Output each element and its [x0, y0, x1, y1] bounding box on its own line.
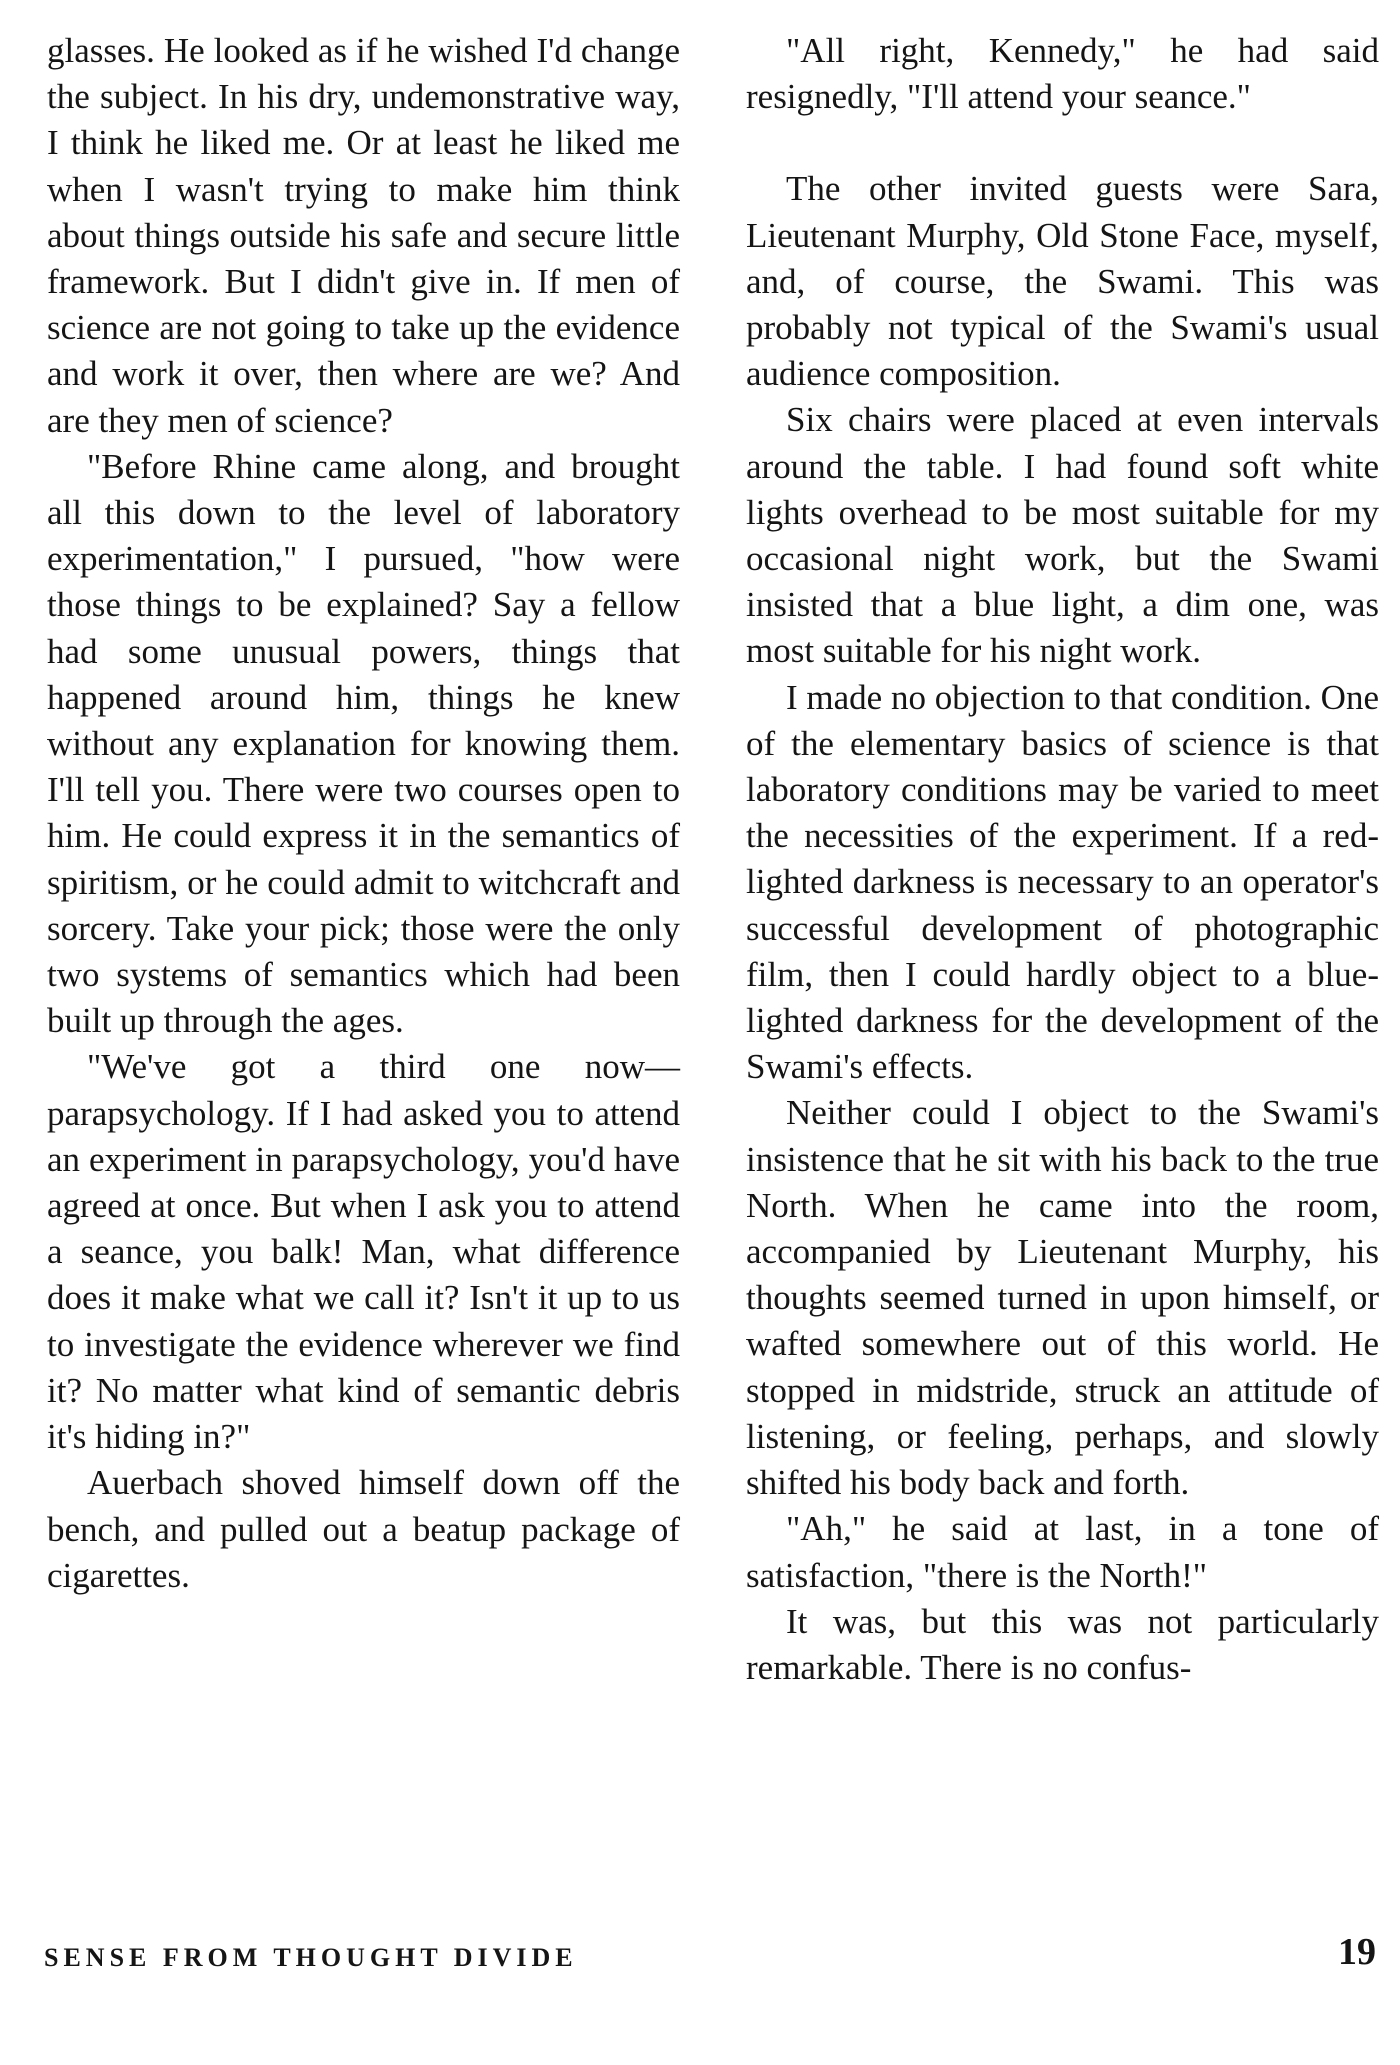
paragraph: "Before Rhine came along, and brought all this down to the level of laboratory experimentation," I pursued, "how were those things to be explained? Say a fellow had some unusual powers, things that happened around him, things he knew without any explanation for knowing them. I'll tell you. There were two courses open to him. He could express it in the semantics of spiritism, or he could admit to witchcraft and sorcery. Take your pick; those were the only two systems of semantics which had been built up through the ages.: [47, 446, 680, 1041]
paragraph-continued: glasses. He looked as if he wished I'd change the subject. In his dry, undemonstrative way, I think he liked me. Or at least he liked me when I wasn't trying to make him think about things outside his safe and secure little framework. But I didn't give in. If men of science are not going to take up the evidence and work it over, then where are we? And are they men of science?: [47, 31, 680, 440]
paragraph: "Ah," he said at last, in a tone of satisfaction, "there is the North!": [746, 1509, 1379, 1595]
paragraph: Neither could I object to the Swami's insistence that he sit with his back to the true North. When he came into the room, accompanied by Lieutenant Murphy, his thoughts seemed turned in upon himself, or wafted somewhere out of this world. He stopped in midstride, struck an attitude of listening, or feeling, perhaps, and slowly shifted his body back and forth.: [746, 1093, 1379, 1503]
paragraph: "We've got a third one now—parapsychology. If I had asked you to attend an experiment in parapsychology, you'd have agreed at once. But when I ask you to attend a seance, you balk! Man, what difference does it make what we call it? Isn't it up to us to investigate the evidence wherever we find it? No matter what kind of semantic debris it's hiding in?": [47, 1047, 680, 1457]
paragraph: I made no objection to that condition. One of the elementary basics of science is that laboratory conditions may be varied to meet the necessities of the experiment. If a red-lighted darkness is necessary to an operator's successful development of photographic film, then I could hardly object to a blue-lighted darkness for the development of the Swami's effects.: [746, 677, 1379, 1087]
left-column: [47, 28, 680, 1599]
page-number: 19: [1338, 1931, 1376, 1973]
right-column: [746, 28, 1379, 1691]
paragraph: Six chairs were placed at even intervals around the table. I had found soft white lights overhead to be most suitable for my occasional night work, but the Swami insisted that a blue light, a dim one, was most suitable for his night work.: [746, 400, 1379, 671]
paragraph: The other invited guests were Sara, Lieutenant Murphy, Old Stone Face, myself, and, of course, the Swami. This was probably not typical of the Swami's usual audience composition.: [746, 169, 1379, 394]
paragraph: It was, but this was not particularly remarkable. There is no confus-: [746, 1601, 1379, 1687]
paragraph: Auerbach shoved himself down off the bench, and pulled out a beatup package of cigarettes.: [47, 1463, 680, 1595]
paragraph-before-section-break: "All right, Kennedy," he had said resignedly, "I'll attend your seance.": [746, 31, 1379, 117]
running-footer-title: SENSE FROM THOUGHT DIVIDE: [44, 1943, 578, 1972]
